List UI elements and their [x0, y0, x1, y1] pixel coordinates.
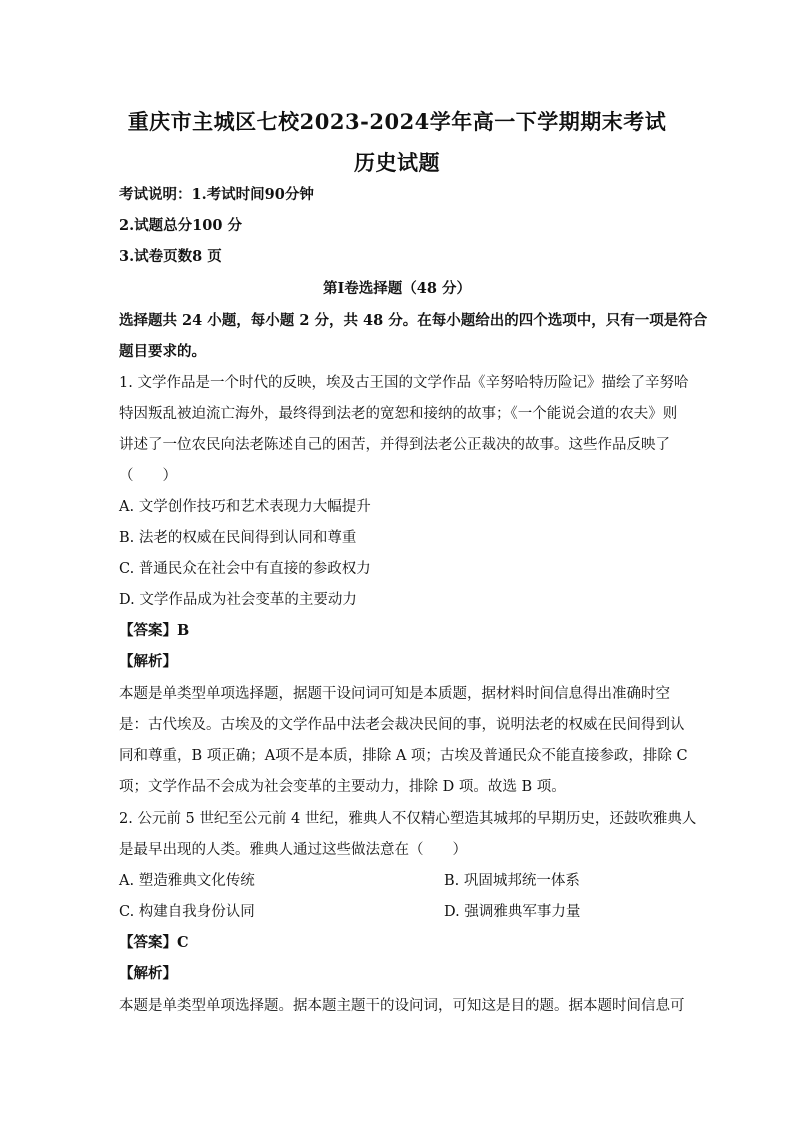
q2-stem-line-2: 是最早出现的人类。雅典人通过这些做法意在（ ）	[119, 842, 467, 858]
q1-option-b: B. 法老的权威在民间得到认同和尊重	[119, 530, 357, 546]
q2-answer: 【答案】C	[119, 934, 189, 951]
q2-stem-line-1: 2. 公元前 5 世纪至公元前 4 世纪，雅典人不仅精心塑造其城邦的早期历史，还鼓吹雅典人	[119, 811, 697, 827]
q2-analysis-line-1: 本题是单类型单项选择题。据本题主题干的设问词，可知这是目的题。据本题时间信息可	[119, 998, 685, 1014]
exam-subtitle: 历史试题	[354, 150, 440, 175]
q2-option-d: D. 强调雅典军事力量	[444, 904, 581, 920]
q2-option-b: B. 巩固城邦统一体系	[444, 873, 580, 889]
q1-analysis-line-4: 项；文学作品不会成为社会变革的主要动力，排除 D 项。故选 B 项。	[119, 779, 566, 795]
q1-stem-line-1: 1. 文学作品是一个时代的反映，埃及古王国的文学作品《辛努哈特历险记》描绘了辛努哈	[119, 375, 689, 391]
q1-analysis-label: 【解析】	[119, 653, 177, 670]
q2-option-a: A. 塑造雅典文化传统	[119, 873, 255, 889]
q1-stem-line-4: （ ）	[119, 468, 177, 484]
q1-option-c: C. 普通民众在社会中有直接的参政权力	[119, 561, 371, 577]
section-heading: 第Ⅰ卷选择题（48 分）	[322, 280, 471, 297]
exam-title: 重庆市主城区七校2023-2024学年高一下学期期末考试	[127, 109, 667, 134]
q1-analysis-line-3: 同和尊重，B 项正确；A项不是本质，排除 A 项；古埃及普通民众不能直接参政，排除 C	[119, 748, 688, 764]
q1-stem-line-3: 讲述了一位农民向法老陈述自己的困苦，并得到法老公正裁决的故事。这些作品反映了	[119, 437, 670, 453]
q1-analysis-line-2: 是：古代埃及。古埃及的文学作品中法老会裁决民间的事，说明法老的权威在民间得到认	[119, 717, 685, 733]
instructions-line-1: 选择题共 24 小题，每小题 2 分，共 48 分。在每小题给出的四个选项中，只有一项是符合	[119, 312, 708, 329]
exam-note-pages: 3.试卷页数8 页	[119, 248, 222, 265]
exam-note-time: 考试说明：1.考试时间90分钟	[119, 186, 314, 203]
exam-note-score: 2.试题总分100 分	[119, 217, 242, 234]
q2-option-c: C. 构建自我身份认同	[119, 904, 255, 920]
q1-answer: 【答案】B	[119, 622, 190, 639]
q2-analysis-label: 【解析】	[119, 965, 177, 982]
q1-option-d: D. 文学作品成为社会变革的主要动力	[119, 592, 357, 608]
q1-option-a: A. 文学创作技巧和艺术表现力大幅提升	[119, 499, 371, 515]
instructions-line-2: 题目要求的。	[119, 343, 206, 360]
q1-stem-line-2: 特因叛乱被迫流亡海外，最终得到法老的宽恕和接纳的故事；《一个能说会道的农夫》则	[119, 406, 678, 422]
q1-analysis-line-1: 本题是单类型单项选择题，据题干设问词可知是本质题，据材料时间信息得出准确时空	[119, 686, 670, 702]
